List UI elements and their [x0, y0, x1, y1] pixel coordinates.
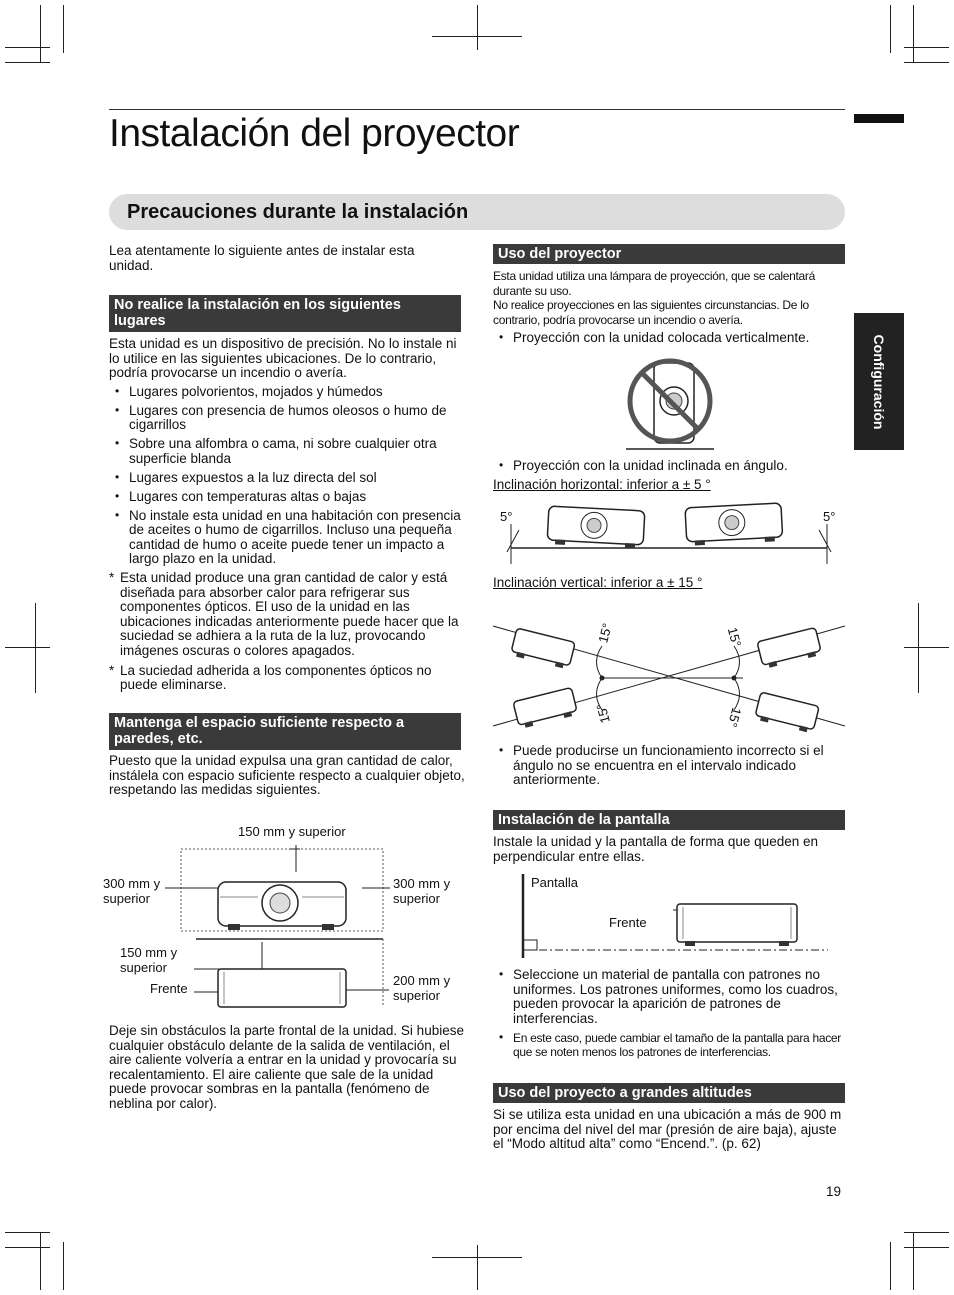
list-item: • Sobre una alfombra o cama, ni sobre cualquier otra superficie blanda [109, 437, 464, 466]
page-number: 19 [826, 1184, 842, 1199]
heading-altitude: Uso del proyecto a grandes altitudes [493, 1083, 845, 1103]
deg-15-ll: 15° [593, 702, 613, 725]
heading-no-install: No realice la instalación en los siguientes lugares [109, 295, 461, 332]
screen-text: Instale la unidad y la pantalla de forma que queden en perpendicular entre ellas. [493, 834, 818, 864]
space-text: Puesto que la unidad expulsa una gran cantidad de calor, instálela con espacio suficiente respecto a cualquier objeto, respetando las medidas siguientes. [109, 753, 465, 798]
vertical-tilt-label: Inclinación vertical: inferior a ± 15 ° [493, 575, 703, 590]
deg-15-ul: 15° [595, 621, 615, 645]
heading-screen: Instalación de la pantalla [493, 810, 845, 830]
notes-list [109, 571, 465, 698]
side-tab-label: Configuración [871, 334, 887, 429]
label-top-clearance: 150 mm y superior [238, 824, 346, 839]
list-item: • Lugares con presencia de humos oleosos o humo de cigarrillos [109, 404, 464, 433]
section-title: Precauciones durante la instalación [127, 201, 469, 223]
label-side-clearance: 200 mm y superior [393, 973, 451, 1003]
side-marker [854, 114, 904, 123]
horizontal-tilt-diagram [493, 500, 845, 570]
label-back-clearance: 150 mm y superior [120, 945, 178, 975]
label-right-clearance: 300 mm y superior [393, 876, 451, 906]
list-item: • Seleccione un material de pantalla con patrones no uniformes. Los patrones uniformes, como los cuadros, pueden provocar la aparición de patrones de interferencias. [493, 968, 845, 1026]
note-item: * Esta unidad produce una gran cantidad de calor y está diseñada para absorber calor para refrigerar sus componentes ópticos. El uso de la unidad en las ubicaciones indicadas anteriormente puede hacer que la suciedad se adhiera a la ruta de la luz, provocando imágenes oscuras o colores apagados. [109, 571, 465, 659]
tilt-list [493, 459, 845, 478]
deg-5-left: 5° [500, 509, 513, 524]
list-item: • Lugares con temperaturas altas o bajas [109, 490, 464, 505]
list-item: • Lugares expuestos a la luz directa del sol [109, 471, 464, 486]
title-rule [109, 109, 845, 110]
list-item: • Proyección con la unidad colocada verticalmente. [493, 331, 845, 346]
no-install-list [109, 385, 464, 571]
page-title: Instalación del proyector [109, 112, 520, 155]
horizontal-tilt-label: Inclinación horizontal: inferior a ± 5 ° [493, 477, 711, 492]
tilt-note-list [493, 744, 845, 792]
screen-list [493, 968, 845, 1064]
label-left-clearance: 300 mm y superior [103, 876, 161, 906]
front-clear-text: Deje sin obstáculos la parte frontal de la unidad. Si hubiese cualquier obstáculo delante de la salida de ventilación, el aire caliente volvería a entrar en la unidad y provocaría su recalentamiento. El aire caliente que sale de la unidad puede provocar sombras en la pantalla (fenómeno de neblina por calor). [109, 1023, 464, 1111]
label-screen: Pantalla [531, 875, 578, 890]
altitude-text: Si se utiliza esta unidad en una ubicación a más de 900 m por encima del nivel del mar (presión de aire baja), ajuste el “Modo altitud alta” como “Encend.”. (p. 62) [493, 1107, 842, 1152]
vertical-list [493, 331, 845, 350]
deg-15-lr: 15° [724, 706, 745, 729]
label-front: Frente [150, 981, 188, 996]
list-item: • Lugares polvorientos, mojados y húmedos [109, 385, 464, 400]
label-front-screen: Frente [609, 915, 647, 930]
deg-5-right: 5° [823, 509, 836, 524]
no-install-text: Esta unidad es un dispositivo de precisión. No lo instale ni lo utilice en las siguientes ubicaciones. De lo contrario, podría provocarse un incendio o avería. [109, 336, 457, 381]
intro-text: Lea atentamente lo siguiente antes de instalar esta unidad. [109, 243, 415, 273]
list-item: • Proyección con la unidad inclinada en ángulo. [493, 459, 845, 474]
deg-15-ur: 15° [724, 625, 745, 649]
use-text-1: Esta unidad utiliza una lámpara de proyección, que se calentará durante su uso. [493, 269, 815, 298]
vertical-prohibited-figure [620, 353, 720, 453]
side-tab [854, 313, 904, 450]
heading-space: Mantenga el espacio suficiente respecto a paredes, etc. [109, 713, 461, 750]
vertical-tilt-diagram [493, 598, 845, 738]
note-item: * La suciedad adherida a los componentes ópticos no puede eliminarse. [109, 664, 465, 693]
use-text-2: No realice proyecciones en las siguientes circunstancias. De lo contrario, podría provocarse un incendio o avería. [493, 298, 809, 327]
list-item: • En este caso, puede cambiar el tamaño de la pantalla para hacer que se noten menos los patrones de interferencias. [493, 1031, 845, 1060]
section-header [109, 194, 845, 230]
list-item: • No instale esta unidad en una habitación con presencia de aceites o humo de cigarrillos. Incluso una pequeña cantidad de humo o aceite puede tener un impacto a largo plazo en la unidad. [109, 509, 464, 567]
heading-use: Uso del proyector [493, 244, 845, 264]
list-item: • Puede producirse un funcionamiento incorrecto si el ángulo no se encuentra en el intervalo indicado anteriormente. [493, 744, 845, 788]
